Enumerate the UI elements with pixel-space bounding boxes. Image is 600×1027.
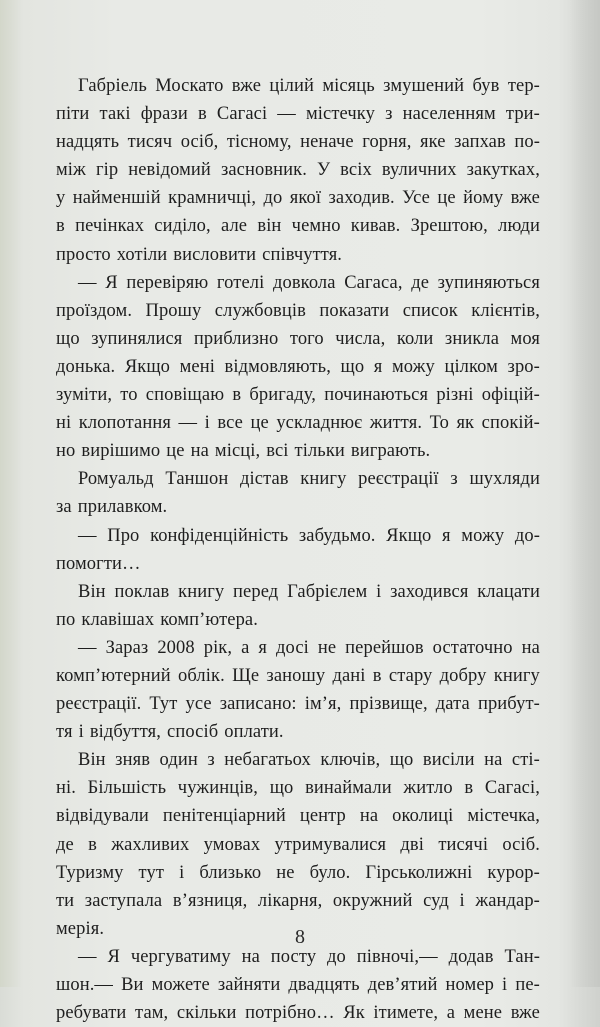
word: це xyxy=(250,413,269,434)
text-line xyxy=(56,184,540,212)
text-line xyxy=(56,831,540,859)
word: Я xyxy=(105,272,118,293)
word: тисяч xyxy=(127,132,173,153)
word: зупинялися xyxy=(91,328,183,349)
word: відбуття, xyxy=(89,722,162,743)
word: три- xyxy=(505,104,540,125)
word: я xyxy=(373,356,383,377)
word: Гірськолижні xyxy=(365,862,473,883)
word: Ще xyxy=(232,665,260,686)
text-line xyxy=(56,381,540,409)
word: осіб, xyxy=(180,132,219,153)
word: тер- xyxy=(507,76,540,96)
text-line xyxy=(56,971,540,999)
word: прилавком. xyxy=(77,497,168,518)
word: службовців xyxy=(214,300,306,321)
word: яке xyxy=(420,132,446,153)
word: показати xyxy=(319,300,390,321)
word: Туризму xyxy=(56,862,124,883)
word: зникла xyxy=(444,328,500,349)
text-line xyxy=(56,774,540,802)
word: в xyxy=(232,385,242,406)
word: фрази xyxy=(140,104,188,125)
word: сті- xyxy=(511,750,540,771)
word: у xyxy=(56,188,66,209)
word: відвідували xyxy=(56,806,149,827)
text-line xyxy=(56,437,540,465)
word: книгу xyxy=(300,469,347,490)
text-line xyxy=(56,522,540,550)
word: всіх xyxy=(340,160,372,181)
word: люди xyxy=(498,216,540,237)
word: помогти… xyxy=(56,553,141,574)
word: де xyxy=(56,834,74,855)
word: клієнтів, xyxy=(471,300,540,321)
word: засновник. xyxy=(220,160,307,181)
word: пенітенціарний xyxy=(162,806,286,827)
word: Як xyxy=(343,1003,365,1024)
word: як xyxy=(456,413,475,434)
word: різні xyxy=(436,385,474,406)
word: я xyxy=(258,637,268,658)
word: числа, xyxy=(335,328,386,349)
word: перейшов xyxy=(345,637,424,658)
word: зайняти xyxy=(217,975,281,995)
word: там, xyxy=(135,1003,169,1024)
word: центр xyxy=(299,806,346,827)
word: суд xyxy=(423,890,449,911)
word: а xyxy=(446,1003,456,1024)
text-line xyxy=(56,718,540,746)
text-line xyxy=(56,72,540,100)
word: клавішах xyxy=(81,609,155,630)
scan-edge-shadow-left xyxy=(0,0,22,987)
word: То xyxy=(429,413,449,434)
word: дістав xyxy=(240,469,289,490)
word: Ви xyxy=(121,975,144,995)
word: небагатьох xyxy=(224,750,311,771)
word: було. xyxy=(309,862,351,883)
word: шон.— xyxy=(56,975,114,995)
word: був xyxy=(472,76,500,96)
word: не xyxy=(276,862,295,883)
word: за xyxy=(56,497,72,518)
word: клацати xyxy=(477,581,540,602)
word: донька. xyxy=(56,356,116,377)
word: реєстрації. xyxy=(56,694,142,715)
word: і xyxy=(502,975,508,995)
word: бригаду, xyxy=(249,385,316,406)
word: всі xyxy=(266,441,289,462)
word: зуміти, xyxy=(56,385,113,406)
word: офіцій- xyxy=(481,385,540,406)
word: на xyxy=(521,637,540,658)
word: лікарня, xyxy=(257,890,323,911)
word: поклав xyxy=(114,581,170,602)
word: жахливих xyxy=(111,834,190,855)
word: місяць xyxy=(322,76,375,96)
word: перевіряю xyxy=(126,272,209,293)
word: забудьмо. xyxy=(298,525,376,546)
word: Зрештою, xyxy=(410,216,488,237)
word: спосіб xyxy=(167,722,219,743)
word: дані xyxy=(332,665,366,686)
word: найменшій xyxy=(72,188,161,209)
word: ні. xyxy=(56,778,76,799)
word: вже xyxy=(231,76,262,96)
word: Сагасі, xyxy=(484,778,540,799)
text-line xyxy=(56,465,540,493)
text-line xyxy=(56,212,540,240)
word: в xyxy=(56,216,65,237)
word: зро- xyxy=(507,356,540,377)
word: клопотання xyxy=(78,413,171,434)
word: сиділо, xyxy=(154,216,211,237)
word: заношу xyxy=(266,665,326,686)
word: місці, xyxy=(214,441,261,462)
book-page-body xyxy=(56,72,540,1027)
word: все xyxy=(217,413,243,434)
word: комп’ютерний xyxy=(56,665,171,686)
word: чемно xyxy=(291,216,341,237)
word: спокій- xyxy=(481,413,540,434)
word: починаються xyxy=(324,385,429,406)
word: хотіли xyxy=(116,244,168,265)
word: на xyxy=(484,750,503,771)
word: крамничці, xyxy=(168,188,257,209)
word: — xyxy=(78,525,97,546)
word: по xyxy=(56,609,76,630)
word: чергуватиму xyxy=(130,946,231,967)
text-line xyxy=(56,690,540,718)
word: досі xyxy=(276,637,309,658)
word: що xyxy=(269,778,294,799)
text-line xyxy=(56,802,540,830)
text-line xyxy=(56,999,540,1027)
word: в xyxy=(197,104,207,125)
word: Габрієлем xyxy=(287,581,368,602)
word: до- xyxy=(514,525,540,546)
word: потрібно… xyxy=(245,1003,335,1024)
word: такі xyxy=(99,104,131,125)
text-line xyxy=(56,409,540,437)
word: Таншон xyxy=(165,469,229,490)
word: добру xyxy=(439,665,487,686)
word: скільки xyxy=(176,1003,237,1024)
word: — xyxy=(178,413,198,434)
word: до xyxy=(327,946,346,967)
text-line xyxy=(56,128,540,156)
word: горня, xyxy=(362,132,412,153)
text-line xyxy=(56,887,540,915)
word: Він xyxy=(78,581,106,602)
word: проїздом. xyxy=(56,300,133,321)
text-line xyxy=(56,859,540,887)
word: ключів, xyxy=(320,750,381,771)
word: в xyxy=(464,778,474,799)
word: окружний xyxy=(332,890,413,911)
word: утримувалися xyxy=(274,834,387,855)
word: Зараз xyxy=(105,637,149,658)
word: можете xyxy=(151,975,210,995)
word: того xyxy=(289,328,324,349)
word: книгу xyxy=(178,581,225,602)
word: на xyxy=(359,806,379,827)
word: що xyxy=(340,356,365,377)
word: довкола xyxy=(272,272,336,293)
word: то xyxy=(120,385,138,406)
word: вирішимо xyxy=(81,441,161,462)
word: півночі,— xyxy=(356,946,438,967)
word: виграють. xyxy=(350,441,431,462)
word: один xyxy=(159,750,198,771)
word: що xyxy=(389,750,414,771)
word: дві xyxy=(400,834,424,855)
word: ітимете, xyxy=(373,1003,439,1024)
word: Я xyxy=(107,946,120,967)
word: і xyxy=(179,862,185,883)
word: оплати. xyxy=(224,722,284,743)
word: Якщо xyxy=(124,356,171,377)
word: вуличних xyxy=(381,160,457,181)
word: Про xyxy=(107,525,140,546)
word: конфіденційність xyxy=(150,525,289,546)
word: остаточно xyxy=(432,637,513,658)
word: це xyxy=(437,188,456,209)
word: і xyxy=(204,413,210,434)
word: заступала xyxy=(84,890,163,911)
text-line xyxy=(56,100,540,128)
word: дата xyxy=(435,694,470,715)
word: стару xyxy=(388,665,433,686)
word: запхав xyxy=(454,132,506,153)
word: усе xyxy=(185,694,212,715)
word: закутках, xyxy=(466,160,540,181)
word: на xyxy=(190,441,209,462)
word: сповіщаю xyxy=(145,385,225,406)
text-line xyxy=(56,662,540,690)
word: перед xyxy=(233,581,279,602)
word: пе- xyxy=(515,975,540,995)
word: тісному, xyxy=(226,132,292,153)
word: на xyxy=(241,946,260,967)
word: населенням xyxy=(402,104,496,125)
word: Більшість xyxy=(87,778,167,799)
text-line xyxy=(56,297,540,325)
word: неначе xyxy=(300,132,354,153)
word: чужинців, xyxy=(177,778,258,799)
word: ти xyxy=(56,890,75,911)
word: Габріель xyxy=(78,76,147,96)
text-line xyxy=(56,269,540,297)
word: но xyxy=(56,441,76,462)
word: висловити xyxy=(173,244,257,265)
word: мерія. xyxy=(56,918,105,939)
word: ім’я, xyxy=(304,694,342,715)
word: приблизно xyxy=(193,328,279,349)
word: вже xyxy=(510,1003,540,1024)
word: Він xyxy=(78,750,106,771)
word: зняв xyxy=(115,750,151,771)
word: і xyxy=(78,722,84,743)
word: прибут- xyxy=(477,694,540,715)
word: двадцять xyxy=(288,975,360,995)
word: цілий xyxy=(269,76,314,96)
word: — xyxy=(277,104,296,125)
word: тя xyxy=(56,722,73,743)
word: житло xyxy=(403,778,453,799)
text-line xyxy=(56,156,540,184)
word: ні xyxy=(56,413,72,434)
word: Якщо xyxy=(386,525,432,546)
word: — xyxy=(78,946,97,967)
word: посту xyxy=(270,946,317,967)
word: дев’ятий xyxy=(367,975,438,995)
word: реєстрації xyxy=(358,469,439,490)
word: комп’ютера. xyxy=(160,609,258,630)
word: шухляди xyxy=(469,469,540,490)
word: Прошу xyxy=(145,300,202,321)
word: по- xyxy=(514,132,540,153)
word: прізвище, xyxy=(349,694,428,715)
word: в xyxy=(88,834,97,855)
word: до xyxy=(263,188,283,209)
word: Москато xyxy=(155,76,224,96)
word: околиці xyxy=(392,806,454,827)
word: рік, xyxy=(203,637,233,658)
word: і xyxy=(459,890,465,911)
word: в’язниця, xyxy=(172,890,248,911)
word: зупиняються xyxy=(437,272,540,293)
word: можу xyxy=(461,525,505,546)
word: — xyxy=(78,637,97,658)
word: книгу xyxy=(493,665,540,686)
scan-edge-shadow-right xyxy=(570,0,600,987)
text-line xyxy=(56,606,540,634)
word: номер xyxy=(445,975,494,995)
word: між xyxy=(56,160,86,181)
word: близько xyxy=(199,862,262,883)
word: можу xyxy=(391,356,435,377)
word: Ромуальд xyxy=(78,469,154,490)
word: У xyxy=(316,160,331,181)
word: відмовляють, xyxy=(224,356,331,377)
word: тут xyxy=(138,862,165,883)
text-line xyxy=(56,578,540,606)
word: тільки xyxy=(294,441,345,462)
word: курор- xyxy=(487,862,540,883)
word: готелі xyxy=(216,272,265,293)
text-line xyxy=(56,746,540,774)
word: містечку xyxy=(306,104,375,125)
word: Усе xyxy=(402,188,430,209)
word: де xyxy=(411,272,430,293)
text-line xyxy=(56,353,540,381)
word: йому xyxy=(463,188,504,209)
word: це xyxy=(166,441,185,462)
word: піти xyxy=(56,104,90,125)
text-line xyxy=(56,325,540,353)
word: заходив. xyxy=(328,188,395,209)
word: змушений xyxy=(383,76,465,96)
word: в xyxy=(372,665,382,686)
page-number: 8 xyxy=(295,926,305,948)
word: містечка, xyxy=(467,806,540,827)
word: тисячі xyxy=(438,834,489,855)
word: коли xyxy=(396,328,434,349)
word: Тан- xyxy=(504,946,540,967)
word: ускладнює xyxy=(276,413,363,434)
word: гір xyxy=(95,160,119,181)
word: надцять xyxy=(56,132,120,153)
word: що xyxy=(56,328,80,349)
word: я xyxy=(442,525,451,546)
word: він xyxy=(257,216,282,237)
word: осіб. xyxy=(502,834,540,855)
word: список xyxy=(402,300,458,321)
word: з xyxy=(385,104,393,125)
word: вже xyxy=(510,188,540,209)
word: заходився xyxy=(390,581,469,602)
text-line xyxy=(56,493,540,521)
word: цілком xyxy=(444,356,498,377)
word: жандар- xyxy=(475,890,540,911)
word: умовах xyxy=(203,834,261,855)
word: 2008 xyxy=(157,637,195,658)
word: з xyxy=(207,750,215,771)
word: життя. xyxy=(369,413,423,434)
word: печінках xyxy=(75,216,145,237)
word: Сагасі xyxy=(216,104,268,125)
word: моя xyxy=(510,328,540,349)
word: записано: xyxy=(219,694,297,715)
word: ребувати xyxy=(56,1003,127,1024)
word: невідомий xyxy=(128,160,211,181)
word: співчуття. xyxy=(262,244,343,265)
text-line xyxy=(56,634,540,662)
text-line xyxy=(56,241,540,269)
word: — xyxy=(78,272,97,293)
word: винаймали xyxy=(305,778,392,799)
word: з xyxy=(450,469,458,490)
word: не xyxy=(317,637,337,658)
word: висіли xyxy=(422,750,475,771)
word: якої xyxy=(289,188,322,209)
word: мені xyxy=(179,356,215,377)
word: Тут xyxy=(149,694,178,715)
word: просто xyxy=(56,244,111,265)
word: Сагаса, xyxy=(344,272,403,293)
word: кивав. xyxy=(350,216,401,237)
word: і xyxy=(376,581,382,602)
word: але xyxy=(221,216,248,237)
text-line xyxy=(56,550,540,578)
word: а xyxy=(241,637,250,658)
word: облік. xyxy=(178,665,225,686)
word: додав xyxy=(448,946,494,967)
word: мене xyxy=(463,1003,503,1024)
